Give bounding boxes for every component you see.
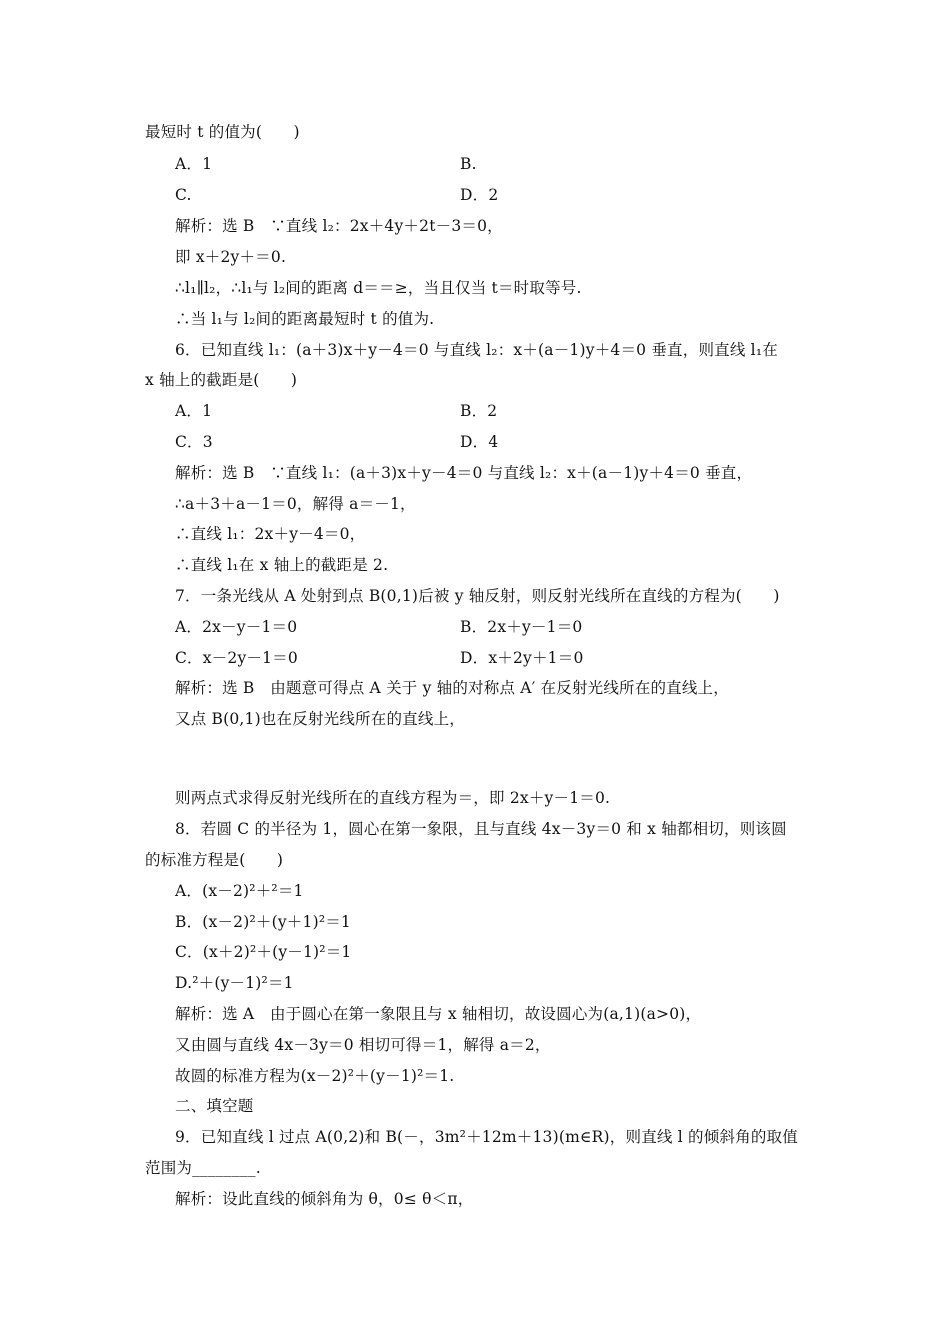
- solution-line: 解析：选 A 由于圆心在第一象限且与 x 轴相切，故设圆心为(a,1)(a>0)，: [175, 1005, 702, 1023]
- solution-line: 解析：选 B ∵直线 l₁：(a＋3)x＋y－4＝0 与直线 l₂：x＋(a－1)y＋4＝0 垂直，: [175, 464, 753, 482]
- solution-line: 则两点式求得反射光线所在的直线方程为＝，即 2x＋y－1＝0.: [175, 789, 611, 807]
- question-8-cont: 的标准方程是( ): [145, 851, 284, 869]
- solution-line: ∴l₁∥l₂，∴l₁与 l₂间的距离 d＝＝≥，当且仅当 t＝时取等号.: [175, 279, 582, 297]
- question-8: 8．若圆 C 的半径为 1，圆心在第一象限，且与直线 4x－3y＝0 和 x 轴都相切，则该圆: [175, 820, 787, 838]
- option-b: B．(x－2)²＋(y＋1)²＝1: [175, 913, 351, 931]
- solution-line: 又点 B(0,1)也在反射光线所在的直线上，: [175, 710, 465, 728]
- solution-line: 解析：选 B ∵直线 l₂：2x＋4y＋2t－3＝0，: [175, 217, 503, 235]
- solution-line: 又由圆与直线 4x－3y＝0 相切可得＝1，解得 a＝2，: [175, 1036, 551, 1054]
- option-a: A．(x－2)²＋²＝1: [175, 882, 304, 900]
- solution-line: 故圆的标准方程为(x－2)²＋(y－1)²＝1.: [175, 1067, 455, 1085]
- option-a: A．1: [175, 155, 213, 173]
- option-b: B.: [460, 155, 477, 173]
- question-5-tail: 最短时 t 的值为( ): [145, 123, 300, 141]
- solution-line: 解析：设此直线的倾斜角为 θ，0≤ θ＜π，: [175, 1190, 474, 1208]
- solution-line: ∴a＋3＋a－1＝0，解得 a＝－1，: [175, 495, 416, 513]
- question-6: 6．已知直线 l₁：(a＋3)x＋y－4＝0 与直线 l₂：x＋(a－1)y＋4＝0 垂直，则直线 l₁在: [175, 341, 778, 359]
- section-heading: 二、填空题: [175, 1097, 254, 1115]
- question-9: 9．已知直线 l 过点 A(0,2)和 B(－，3m²＋12m＋13)(m∈R)，则直线 l 的倾斜角的取值: [175, 1128, 798, 1146]
- option-d: D．2: [460, 186, 499, 204]
- option-b: B．2: [460, 402, 498, 420]
- option-a: A．1: [175, 402, 213, 420]
- option-c: C．(x＋2)²＋(y－1)²＝1: [175, 943, 352, 961]
- solution-line: 解析：选 B 由题意可得点 A 关于 y 轴的对称点 A′ 在反射光线所在的直线上，: [175, 679, 729, 697]
- option-c: C．x－2y－1＝0: [175, 649, 298, 667]
- option-a: A．2x－y－1＝0: [175, 618, 298, 636]
- question-9-cont: 范围为________.: [145, 1159, 261, 1177]
- solution-line: ∴直线 l₁在 x 轴上的截距是 2.: [175, 556, 389, 574]
- solution-line: ∴当 l₁与 l₂间的距离最短时 t 的值为.: [175, 310, 435, 328]
- question-6-cont: x 轴上的截距是( ): [145, 371, 298, 389]
- question-7: 7．一条光线从 A 处射到点 B(0,1)后被 y 轴反射，则反射光线所在直线的方程为( ): [175, 587, 780, 605]
- option-c: C.: [175, 186, 192, 204]
- option-d: D．x＋2y＋1＝0: [460, 649, 584, 667]
- option-c: C．3: [175, 433, 213, 451]
- option-d: D.²＋(y－1)²＝1: [175, 974, 294, 992]
- solution-line: 即 x＋2y＋＝0.: [175, 248, 287, 266]
- option-d: D．4: [460, 433, 499, 451]
- solution-line: ∴直线 l₁：2x＋y－4＝0，: [175, 525, 366, 543]
- option-b: B．2x＋y－1＝0: [460, 618, 583, 636]
